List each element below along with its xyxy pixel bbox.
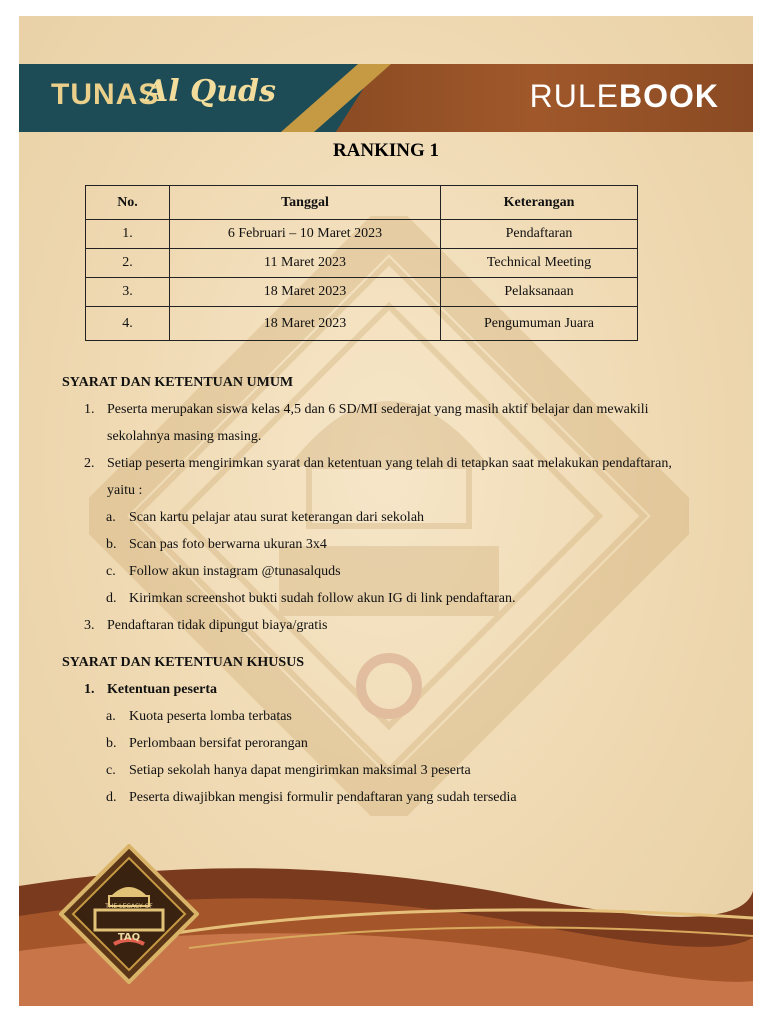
table-cell: Pengumuman Juara — [441, 307, 638, 341]
sub-list-letter: d. — [106, 790, 117, 805]
table-header-row — [86, 186, 638, 220]
list-text: Setiap peserta mengirimkan syarat dan ketentuan yang telah di tetapkan saat melakukan pendaftaran, — [107, 456, 672, 471]
column-header: No. — [86, 186, 170, 220]
list-text: Pendaftaran tidak dipungut biaya/gratis — [107, 618, 328, 633]
sub-list-item — [62, 784, 722, 811]
sub-list-text: Scan pas foto berwarna ukuran 3x4 — [129, 537, 327, 552]
table-cell: 11 Maret 2023 — [170, 249, 441, 278]
rulebook-page — [19, 16, 753, 1006]
column-header: Tanggal — [170, 186, 441, 220]
list-text: Peserta merupakan siswa kelas 4,5 dan 6 SD/MI sederajat yang masih aktif belajar dan mewakili — [107, 402, 649, 417]
sub-list-text: Perlombaan bersifat perorangan — [129, 736, 308, 751]
sub-list-letter: a. — [106, 709, 116, 724]
sub-list-letter: d. — [106, 591, 117, 606]
sub-list-item — [62, 730, 722, 757]
list-item — [62, 676, 722, 703]
sub-list-item — [62, 558, 722, 585]
table-cell: 18 Maret 2023 — [170, 307, 441, 341]
table-cell: 2. — [86, 249, 170, 278]
sub-list-text: Scan kartu pelajar atau surat keterangan dari sekolah — [129, 510, 425, 525]
table-row — [86, 220, 638, 249]
special-rules-heading: SYARAT DAN KETENTUAN KHUSUS — [62, 655, 305, 670]
sub-list-text: Peserta diwajibkan mengisi formulir pendaftaran yang sudah tersedia — [129, 790, 517, 805]
brand-logo-tunas: TUNAS — [51, 78, 160, 111]
page-title: RANKING 1 — [332, 140, 440, 161]
sub-list-text: Kuota peserta lomba terbatas — [129, 709, 292, 724]
table-cell: 6 Februari – 10 Maret 2023 — [170, 220, 441, 249]
rules-content — [62, 369, 722, 811]
list-text: yaitu : — [107, 483, 143, 498]
sub-list-letter: b. — [106, 736, 117, 751]
sub-list-text: Setiap sekolah hanya dapat mengirimkan maksimal 3 peserta — [129, 763, 471, 778]
rulebook-label: RULEBOOK — [529, 78, 719, 114]
sub-list-text: Kirimkan screenshot bukti sudah follow akun IG di link pendaftaran. — [129, 591, 516, 606]
sub-list-item — [62, 703, 722, 730]
header-banner — [19, 64, 753, 132]
seal-bottom-text: TAQ — [117, 932, 141, 943]
legacy-seal-logo — [59, 844, 199, 984]
sub-list-item — [62, 757, 722, 784]
list-number: 1. — [84, 402, 95, 417]
list-item — [62, 450, 722, 504]
table-row — [86, 278, 638, 307]
seal-top-text: THE LEGACY OF — [105, 903, 153, 910]
list-number: 1. — [84, 682, 95, 697]
general-rules-heading: SYARAT DAN KETENTUAN UMUM — [62, 375, 294, 390]
table-cell: Pendaftaran — [441, 220, 638, 249]
table-cell: 4. — [86, 307, 170, 341]
list-text: sekolahnya masing masing. — [107, 429, 262, 444]
list-text: Ketentuan peserta — [107, 682, 218, 697]
brand-logo-alquds: Al Quds — [145, 74, 276, 109]
column-header: Keterangan — [441, 186, 638, 220]
schedule-table — [85, 185, 638, 341]
table-row — [86, 307, 638, 341]
list-number: 3. — [84, 618, 95, 633]
sub-list-letter: b. — [106, 537, 117, 552]
sub-list-letter: c. — [106, 564, 116, 579]
table-cell: 1. — [86, 220, 170, 249]
table-row — [86, 249, 638, 278]
sub-list-item — [62, 531, 722, 558]
table-cell: Pelaksanaan — [441, 278, 638, 307]
list-item — [62, 612, 722, 639]
list-item — [62, 396, 722, 450]
sub-list-letter: c. — [106, 763, 116, 778]
sub-list-item — [62, 585, 722, 612]
sub-list-text: Follow akun instagram @tunasalquds — [129, 564, 341, 579]
table-cell: 3. — [86, 278, 170, 307]
table-cell: 18 Maret 2023 — [170, 278, 441, 307]
sub-list-item — [62, 504, 722, 531]
list-number: 2. — [84, 456, 95, 471]
sub-list-letter: a. — [106, 510, 116, 525]
table-cell: Technical Meeting — [441, 249, 638, 278]
